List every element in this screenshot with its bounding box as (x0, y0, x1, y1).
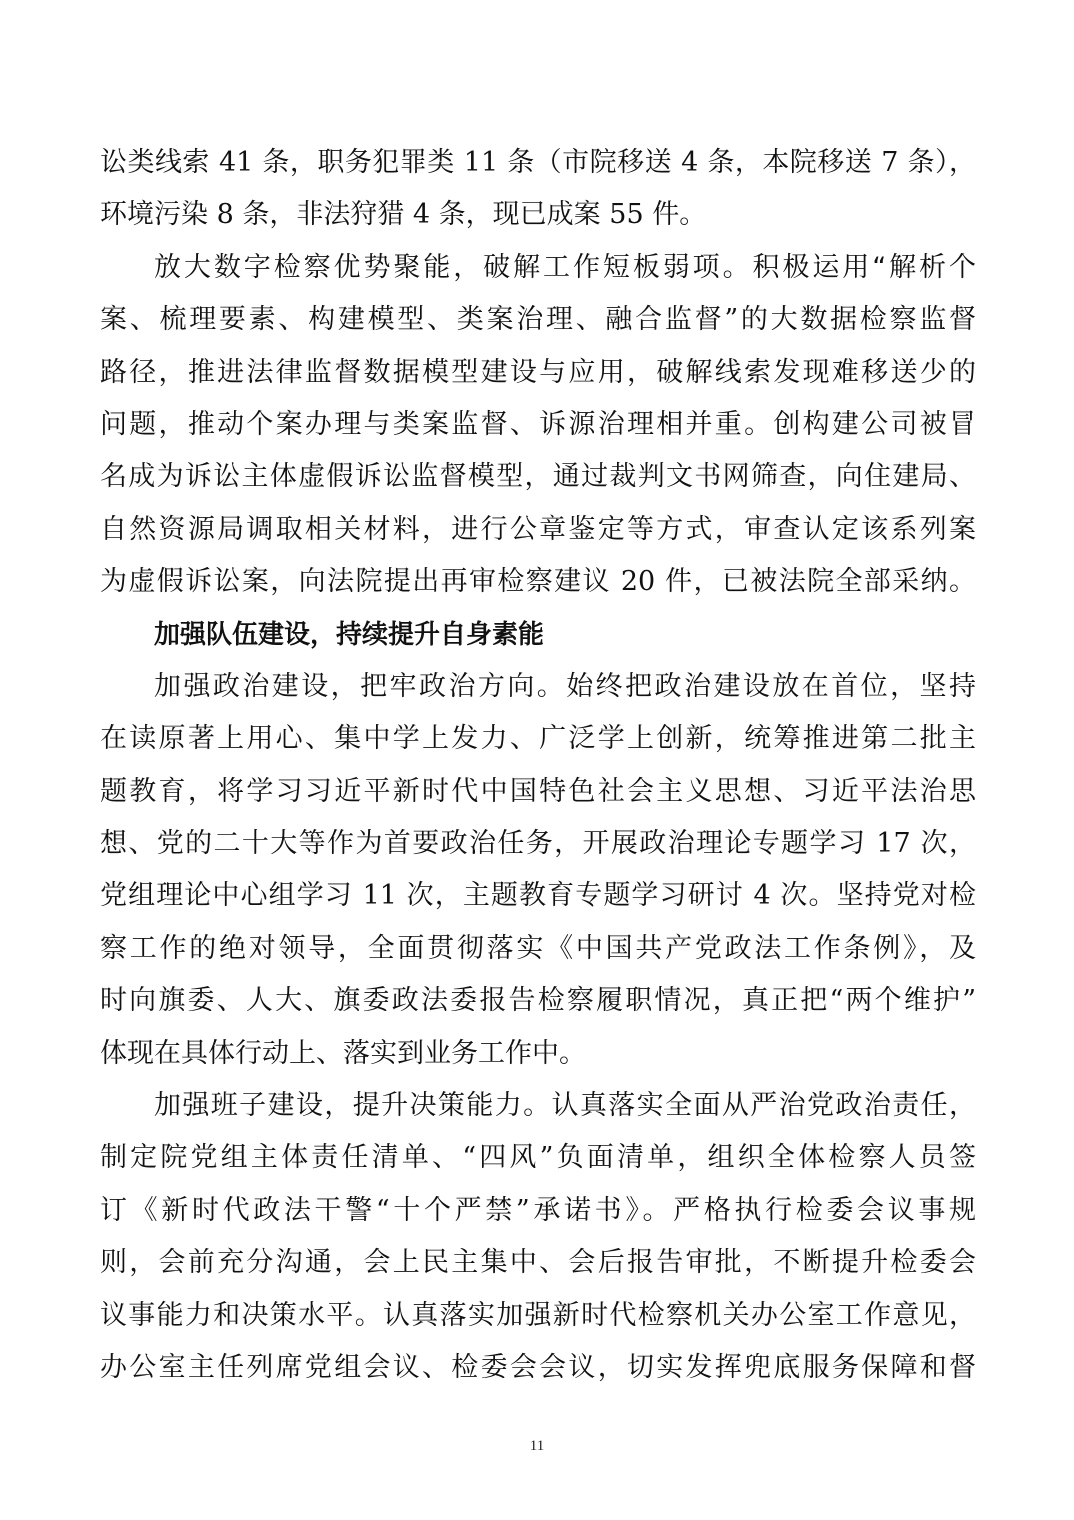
text-line: 题教育，将学习习近平新时代中国特色社会主义思想、习近平法治思 (100, 775, 976, 807)
text-line: 路径，推进法律监督数据模型建设与应用，破解线索发现难移送少的 (100, 356, 976, 388)
paragraph-lead-line: 加强班子建设，提升决策能力。认真落实全面从严治党政治责任， (154, 1090, 976, 1122)
text-line: 问题，推动个案办理与类案监督、诉源治理相并重。创构建公司被冒 (100, 408, 976, 440)
paragraph-lead-line: 放大数字检察优势聚能，破解工作短板弱项。积极运用“解析个 (154, 251, 976, 283)
text-line: 制定院党组主体责任清单、“四风”负面清单，组织全体检察人员签 (100, 1142, 976, 1174)
text-line: 订《新时代政法干警“十个严禁”承诺书》。严格执行检委会议事规 (100, 1194, 976, 1226)
section-heading: 加强队伍建设，持续提升自身素能 (154, 619, 545, 650)
text-line: 办公室主任列席党组会议、检委会会议，切实发挥兜底服务保障和督 (100, 1351, 976, 1383)
paragraph-lead-line: 加强政治建设，把牢政治方向。始终把政治建设放在首位，坚持 (154, 670, 976, 702)
text-line: 自然资源局调取相关材料，进行公章鉴定等方式，审查认定该系列案 (100, 513, 976, 545)
text-line: 体现在具体行动上、落实到业务工作中。 (100, 1037, 586, 1069)
text-line: 在读原著上用心、集中学上发力、广泛学上创新，统筹推进第二批主 (100, 723, 976, 755)
text-line: 议事能力和决策水平。认真落实加强新时代检察机关办公室工作意见， (100, 1299, 976, 1331)
text-line: 案、梳理要素、构建模型、类案治理、融合监督”的大数据检察监督 (100, 304, 976, 336)
page-number: 11 (529, 1438, 545, 1454)
text-line: 时向旗委、人大、旗委政法委报告检察履职情况，真正把“两个维护” (100, 985, 976, 1017)
text-line: 环境污染 8 条，非法狩猎 4 条，现已成案 55 件。 (100, 199, 707, 231)
text-line: 讼类线索 41 条，职务犯罪类 11 条（市院移送 4 条，本院移送 7 条）， (100, 147, 976, 178)
text-line: 察工作的绝对领导，全面贯彻落实《中国共产党政法工作条例》，及 (100, 932, 976, 964)
text-line: 想、党的二十大等作为首要政治任务，开展政治理论专题学习 17 次， (100, 828, 976, 860)
text-line: 名成为诉讼主体虚假诉讼监督模型，通过裁判文书网筛查，向住建局、 (100, 461, 976, 493)
text-line: 为虚假诉讼案，向法院提出再审检察建议 20 件，已被法院全部采纳。 (100, 566, 976, 598)
text-line: 则，会前充分沟通，会上民主集中、会后报告审批，不断提升检委会 (100, 1247, 976, 1279)
document-body (100, 137, 976, 1394)
text-line: 党组理论中心组学习 11 次，主题教育专题学习研讨 4 次。坚持党对检 (100, 880, 976, 912)
